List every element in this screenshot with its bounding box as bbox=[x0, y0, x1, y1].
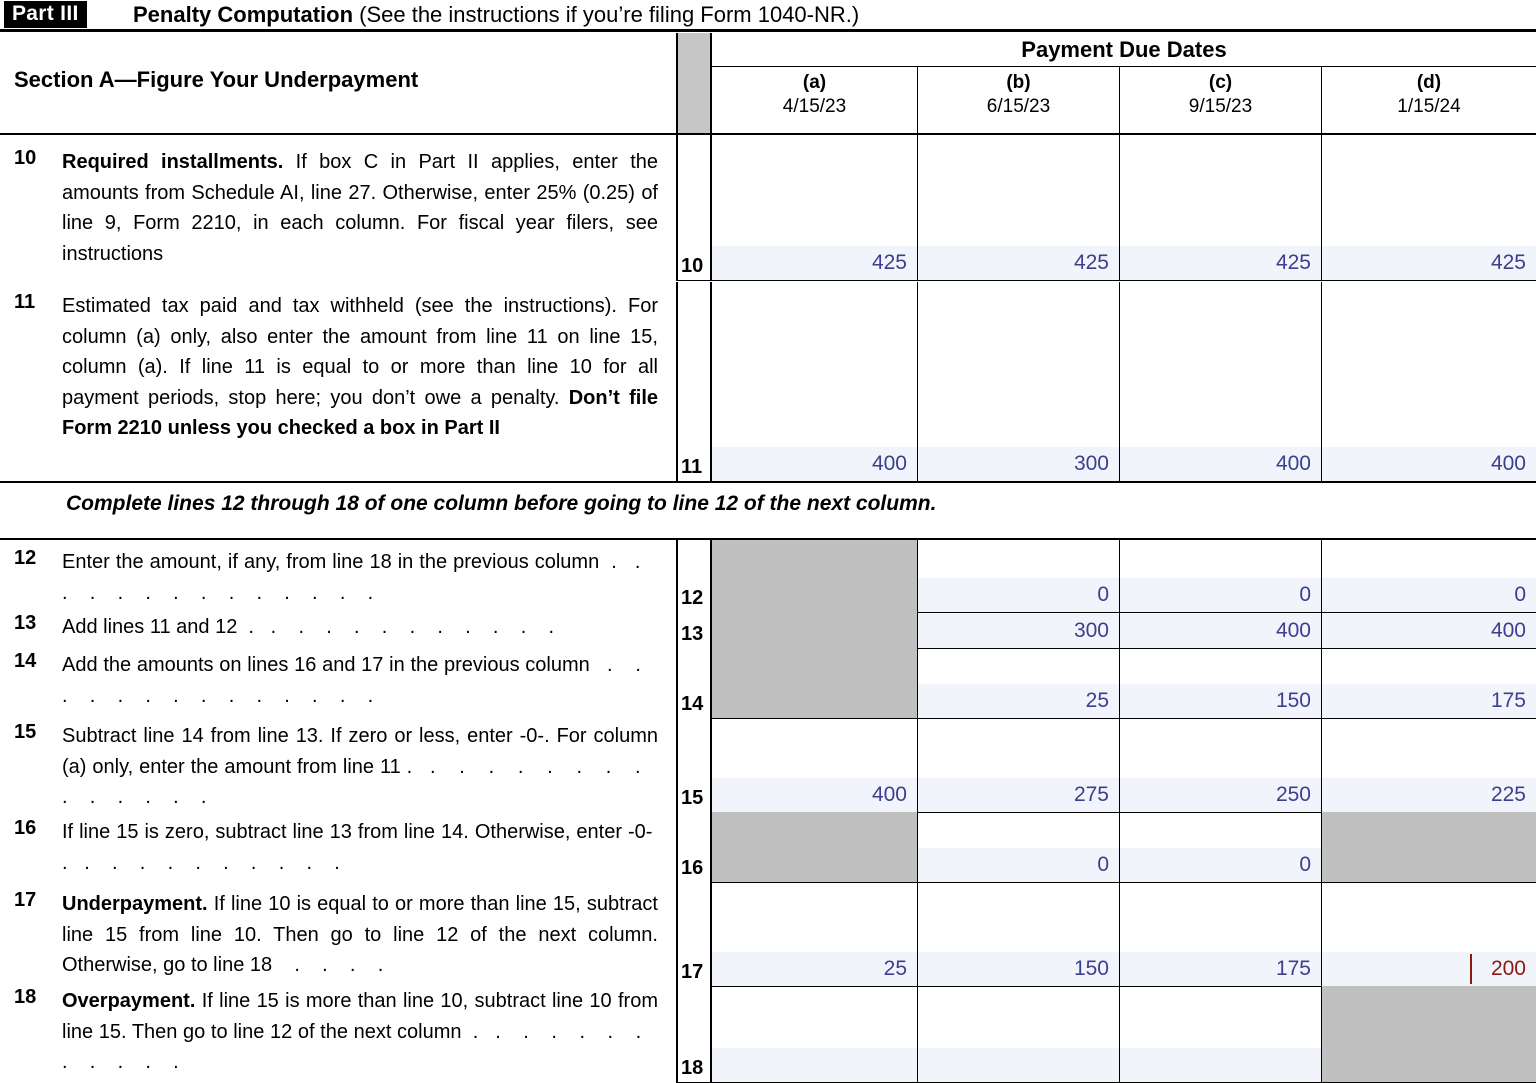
part-title-rest: (See the instructions if you’re filing Form 1040-NR.) bbox=[353, 2, 860, 27]
line-10-number-label: 10 bbox=[14, 147, 37, 169]
line-15-amount-row bbox=[712, 718, 1536, 812]
line-13-description-cell bbox=[0, 612, 676, 648]
section-a-block bbox=[0, 32, 676, 133]
line-15-instruction-text: Subtract line 14 from line 13. If zero or less, enter -0-. For column (a) only, enter the amount from line 11 . . . . . . . . . . . . . . . bbox=[62, 725, 658, 808]
line-10-box-number: 10 bbox=[681, 255, 704, 277]
line-10-amount-row bbox=[712, 135, 1536, 280]
line-14-col-b-value[interactable]: 25 bbox=[1085, 689, 1109, 712]
part-number-tag: Part III bbox=[4, 1, 87, 28]
column-header-d bbox=[1322, 67, 1536, 133]
line-18-col-b-entry[interactable] bbox=[918, 986, 1120, 1082]
line-17-col-a-entry[interactable] bbox=[712, 882, 918, 986]
line-13-number-label: 13 bbox=[14, 612, 37, 634]
line-11-number-box bbox=[676, 282, 712, 481]
line-10-description-cell bbox=[0, 147, 676, 280]
line-18-col-d-shaded bbox=[1322, 986, 1536, 1082]
line-12-col-c-entry[interactable] bbox=[1120, 540, 1322, 612]
line-17-number-label: 17 bbox=[14, 889, 37, 911]
line-16-description-cell bbox=[0, 817, 676, 882]
line-15-col-a-entry[interactable] bbox=[712, 718, 918, 812]
line-11-amount-row bbox=[712, 282, 1536, 481]
line-11-col-c-entry[interactable] bbox=[1120, 282, 1322, 481]
line-13-col-d-value[interactable]: 400 bbox=[1490, 619, 1526, 642]
line-15-number-box bbox=[676, 718, 712, 812]
line-13-number-box bbox=[676, 612, 712, 648]
line-17-col-d-value[interactable]: 200 bbox=[1490, 957, 1526, 980]
line-18-box-number: 18 bbox=[681, 1057, 704, 1079]
line-10-number-box bbox=[676, 135, 712, 280]
line-15-col-d-value[interactable]: 225 bbox=[1490, 783, 1526, 806]
line-17-description-cell bbox=[0, 889, 676, 986]
line-18-number-label: 18 bbox=[14, 986, 37, 1008]
column-letter-b: (b) bbox=[1006, 72, 1031, 93]
line-10-col-b-value[interactable]: 425 bbox=[1073, 251, 1109, 274]
line-12-col-c-field-fill bbox=[1120, 578, 1321, 612]
payment-due-dates-title: Payment Due Dates bbox=[712, 33, 1536, 67]
line-14-box-number: 14 bbox=[681, 693, 704, 715]
text-cursor-caret bbox=[1470, 954, 1472, 984]
column-due-date-a: 4/15/23 bbox=[782, 96, 847, 117]
lower-table-top-rule bbox=[0, 538, 1536, 540]
line-17-col-a-value[interactable]: 25 bbox=[883, 957, 907, 980]
column-headers-row bbox=[712, 67, 1536, 133]
line-17-instruction-text: Underpayment. If line 10 is equal to or more than line 15, subtract line 15 from line 10. Then go to line 12 of the next column. Otherwise, go to line 18 . . . . bbox=[62, 893, 658, 976]
column-due-date-c: 9/15/23 bbox=[1188, 96, 1253, 117]
mid-instruction-note bbox=[0, 483, 1536, 537]
part-header-bar bbox=[0, 0, 1536, 32]
line-17-amount-row bbox=[712, 882, 1536, 986]
line-15-col-b-value[interactable]: 275 bbox=[1073, 783, 1109, 806]
line-12-col-a-shaded bbox=[712, 540, 918, 612]
part-title-bold: Penalty Computation bbox=[133, 2, 354, 27]
column-header-c bbox=[1120, 67, 1322, 133]
line-11-number-label: 11 bbox=[14, 291, 36, 313]
line-11-col-c-value[interactable]: 400 bbox=[1275, 452, 1311, 475]
line-13-col-c-entry[interactable] bbox=[1120, 612, 1322, 648]
line-17-col-b-entry[interactable] bbox=[918, 882, 1120, 986]
line-17-col-b-value[interactable]: 150 bbox=[1073, 957, 1109, 980]
line-15-description-cell bbox=[0, 721, 676, 812]
line-14-amount-row bbox=[712, 648, 1536, 718]
line-14-col-d-value[interactable]: 175 bbox=[1490, 689, 1526, 712]
line-15-col-b-entry[interactable] bbox=[918, 718, 1120, 812]
column-letter-a: (a) bbox=[802, 72, 827, 93]
line-15-col-c-value[interactable]: 250 bbox=[1275, 783, 1311, 806]
line-11-instruction-text: Estimated tax paid and tax withheld (see the instructions). For column (a) only, also enter the amount from line 11 on line 15, column (a). If line 11 is equal to or more than line 10 for all payment periods, stop here; you don’t owe a penalty. Don’t file Form 2210 unless you checked a box in Part II bbox=[62, 295, 658, 439]
line-18-col-c-entry[interactable] bbox=[1120, 986, 1322, 1082]
line-18-amount-row bbox=[712, 986, 1536, 1082]
line-15-col-c-entry[interactable] bbox=[1120, 718, 1322, 812]
line-12-col-d-entry[interactable] bbox=[1322, 540, 1536, 612]
line-10-col-b-entry[interactable] bbox=[918, 135, 1120, 280]
line-12-col-b-entry[interactable] bbox=[918, 540, 1120, 612]
line-16-col-b-value[interactable]: 0 bbox=[1097, 853, 1109, 876]
line-14-col-b-entry[interactable] bbox=[918, 648, 1120, 718]
line-12-number-box bbox=[676, 540, 712, 612]
line-11-col-b-value[interactable]: 300 bbox=[1073, 452, 1109, 475]
line-12-amount-row bbox=[712, 540, 1536, 612]
line-16-instruction-text: If line 15 is zero, subtract line 13 from line 14. Otherwise, enter -0- . . . . . . . . . . . bbox=[62, 821, 658, 874]
line-16-col-c-field-fill bbox=[1120, 848, 1321, 882]
column-due-date-b: 6/15/23 bbox=[986, 96, 1051, 117]
line-18-description-cell bbox=[0, 986, 676, 1082]
column-header-b bbox=[918, 67, 1120, 133]
line-16-col-a-shaded bbox=[712, 812, 918, 882]
line-18-col-a-entry[interactable] bbox=[712, 986, 918, 1082]
line-10-col-c-value[interactable]: 425 bbox=[1275, 251, 1311, 274]
line-17-box-number: 17 bbox=[681, 961, 704, 983]
column-header-a bbox=[712, 67, 918, 133]
line-16-col-b-field-fill bbox=[918, 848, 1119, 882]
line-10-col-a-value[interactable]: 425 bbox=[871, 251, 907, 274]
line-14-col-d-entry[interactable] bbox=[1322, 648, 1536, 718]
line-18-number-box bbox=[676, 986, 712, 1082]
line-10-col-d-value[interactable]: 425 bbox=[1490, 251, 1526, 274]
line-13-col-c-value[interactable]: 400 bbox=[1275, 619, 1311, 642]
line-18-col-c-field-fill bbox=[1120, 1048, 1321, 1082]
line-16-amount-row bbox=[712, 812, 1536, 882]
line-13-col-b-entry[interactable] bbox=[918, 612, 1120, 648]
line-16-col-c-value[interactable]: 0 bbox=[1299, 853, 1311, 876]
column-letter-c: (c) bbox=[1208, 72, 1233, 93]
part-title bbox=[133, 1, 859, 28]
line-14-number-box bbox=[676, 648, 712, 718]
line-10-col-d-entry[interactable] bbox=[1322, 135, 1536, 280]
header-shaded-strip bbox=[676, 33, 712, 133]
line-10-bottom-rule bbox=[676, 280, 1536, 281]
line-18-col-a-field-fill bbox=[712, 1048, 917, 1082]
line-16-col-b-entry[interactable] bbox=[918, 812, 1120, 882]
line-11-box-number: 11 bbox=[681, 456, 703, 478]
line-12-col-d-field-fill bbox=[1322, 578, 1536, 612]
line-14-col-a-shaded bbox=[712, 648, 918, 718]
line-12-col-d-value[interactable]: 0 bbox=[1514, 583, 1526, 606]
line-13-amount-row bbox=[712, 612, 1536, 648]
line-18-instruction-text: Overpayment. If line 15 is more than line 10, subtract line 10 from line 15. Then go to line 12 of the next column . . . . . . . . . . . . bbox=[62, 990, 658, 1073]
line-14-instruction-text: Add the amounts on lines 16 and 17 in the previous column . . . . . . . . . . . . . . bbox=[62, 654, 658, 707]
line-15-col-a-value[interactable]: 400 bbox=[871, 783, 907, 806]
line-14-col-c-value[interactable]: 150 bbox=[1275, 689, 1311, 712]
line-12-number-label: 12 bbox=[14, 547, 37, 569]
line-11-col-b-entry[interactable] bbox=[918, 282, 1120, 481]
column-letter-d: (d) bbox=[1416, 72, 1442, 93]
line-10-col-a-entry[interactable] bbox=[712, 135, 918, 280]
line-12-instruction-text: Enter the amount, if any, from line 18 in the previous column . . . . . . . . . . . . . . bbox=[62, 551, 658, 604]
line-17-col-c-value[interactable]: 175 bbox=[1275, 957, 1311, 980]
line-12-box-number: 12 bbox=[681, 587, 704, 609]
line-13-instruction-text: Add lines 11 and 12 . . . . . . . . . . . . bbox=[62, 616, 555, 638]
mid-instruction-text: Complete lines 12 through 18 of one column before going to line 12 of the next column. bbox=[66, 492, 937, 515]
line-15-number-label: 15 bbox=[14, 721, 37, 743]
line-13-col-d-entry[interactable] bbox=[1322, 612, 1536, 648]
line-11-description-cell bbox=[0, 291, 676, 481]
line-16-number-box bbox=[676, 812, 712, 882]
line-15-col-d-entry[interactable] bbox=[1322, 718, 1536, 812]
line-11-col-a-value[interactable]: 400 bbox=[871, 452, 907, 475]
line-10-instruction-text: Required installments. If box C in Part II applies, enter the amounts from Schedule AI, line 27. Otherwise, enter 25% (0.25) of line 9, Form 2210, in each column. For fiscal year filers, see instructions bbox=[62, 151, 658, 265]
line-11-col-d-value[interactable]: 400 bbox=[1490, 452, 1526, 475]
line-17-col-d-entry[interactable] bbox=[1322, 882, 1536, 986]
line-11-col-d-entry[interactable] bbox=[1322, 282, 1536, 481]
line-11-col-a-entry[interactable] bbox=[712, 282, 918, 481]
line-12-col-b-field-fill bbox=[918, 578, 1119, 612]
line-16-col-c-entry[interactable] bbox=[1120, 812, 1322, 882]
line-12-description-cell bbox=[0, 547, 676, 612]
line-15-box-number: 15 bbox=[681, 787, 704, 809]
line-17-col-c-entry[interactable] bbox=[1120, 882, 1322, 986]
column-due-date-d: 1/15/24 bbox=[1397, 96, 1461, 117]
line-16-number-label: 16 bbox=[14, 817, 37, 839]
line-13-col-a-shaded bbox=[712, 612, 918, 648]
line-17-number-box bbox=[676, 882, 712, 986]
section-a-title: Section A—Figure Your Underpayment bbox=[14, 67, 419, 92]
line-13-col-b-value[interactable]: 300 bbox=[1073, 619, 1109, 642]
line-10-col-c-entry[interactable] bbox=[1120, 135, 1322, 280]
line-18-col-b-field-fill bbox=[918, 1048, 1119, 1082]
line-14-description-cell bbox=[0, 650, 676, 718]
line-16-col-d-shaded bbox=[1322, 812, 1536, 882]
line-12-col-c-value[interactable]: 0 bbox=[1299, 583, 1311, 606]
line-13-box-number: 13 bbox=[681, 623, 704, 645]
line-14-number-label: 14 bbox=[14, 650, 37, 672]
line-12-col-b-value[interactable]: 0 bbox=[1097, 583, 1109, 606]
line-14-col-c-entry[interactable] bbox=[1120, 648, 1322, 718]
line-16-box-number: 16 bbox=[681, 857, 704, 879]
